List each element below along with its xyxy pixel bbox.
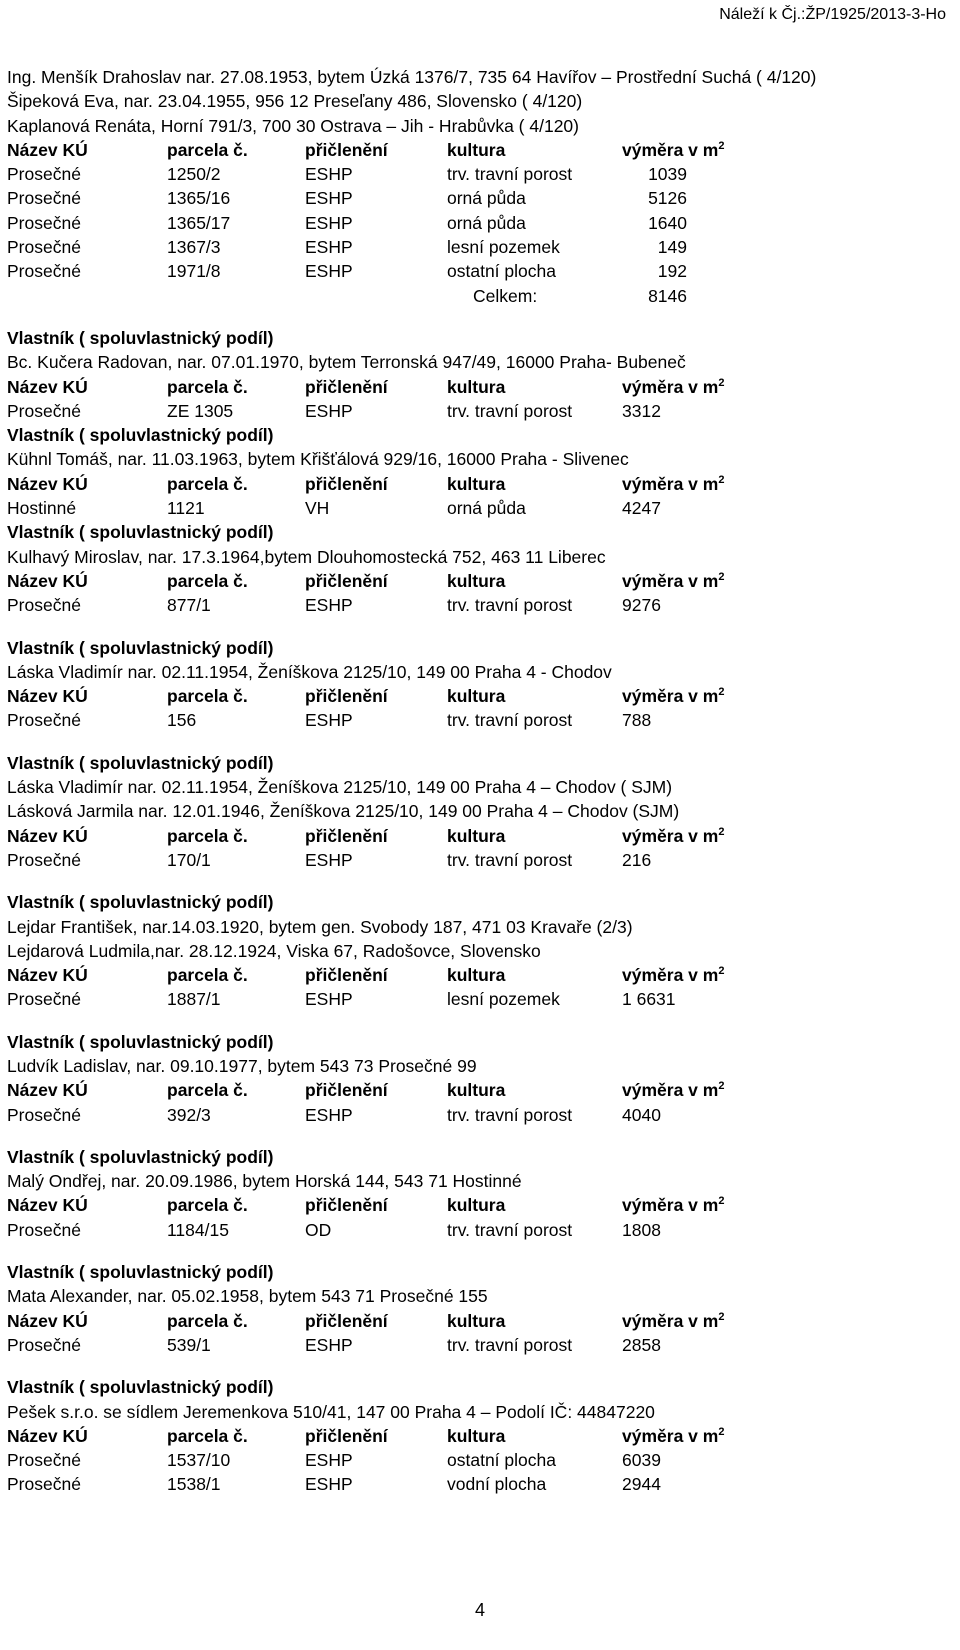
col-header-vymera-label: výměra v m [622,686,719,707]
parcel-vymera: 4040 [622,1104,661,1125]
owner-line: Láska Vladimír nar. 02.11.1954, Ženíškova 2125/10, 149 00 Praha 4 - Chodov [7,661,612,682]
parcel-priclneni: ESHP [305,188,353,209]
parcel-number: 1887/1 [167,989,221,1010]
parcel-ku: Prosečné [7,212,81,233]
col-header-ku: Název KÚ [7,1195,88,1216]
parcel-priclneni: ESHP [305,989,353,1010]
parcel-vymera: 3312 [622,400,661,421]
owner-line: Ing. Menšík Drahoslav nar. 27.08.1953, bytem Úzká 1376/7, 735 64 Havířov – Prostřední Suchá ( 4/120) [7,67,817,87]
owner-label: Vlastník ( spoluvlastnický podíl) [7,1262,274,1283]
owner-line: Šipeková Eva, nar. 23.04.1955, 956 12 Preseľany 486, Slovensko ( 4/120) [7,91,583,112]
owner-line: Lásková Jarmila nar. 12.01.1946, Ženíškova 2125/10, 149 00 Praha 4 – Chodov (SJM) [7,801,680,822]
col-header-vymera-label: výměra v m [622,1310,719,1331]
col-header-vymera [622,1078,724,1102]
col-header-parcela: parcela č. [167,570,248,591]
col-header-ku: Název KÚ [7,139,88,160]
col-header-vymera [622,569,724,593]
col-header-kultura: kultura [447,965,506,986]
col-header-ku: Název KÚ [7,1310,88,1331]
parcel-vymera: 5126 [648,188,687,209]
parcel-ku: Prosečné [7,261,81,282]
column-header-row [7,1193,947,1217]
parcel-vymera: 788 [622,710,652,731]
page-number: 4 [474,1600,485,1620]
col-header-vymera-superscript: 2 [718,825,725,838]
col-header-vymera-label: výměra v m [622,1425,719,1446]
col-header-priclneni: přičlenění [305,570,388,591]
parcel-row [7,1103,947,1127]
owner-label: Vlastník ( spoluvlastnický podíl) [7,425,274,446]
col-header-parcela: parcela č. [167,1310,248,1331]
parcel-ku: Prosečné [7,237,81,258]
col-header-kultura: kultura [447,1425,506,1446]
owner-line: Mata Alexander, nar. 05.02.1958, bytem 543 71 Prosečné 155 [7,1286,488,1307]
col-header-priclneni: přičlenění [305,1425,388,1446]
spacer [7,1242,947,1260]
col-header-vymera-label: výměra v m [622,1080,719,1101]
col-header-vymera-superscript: 2 [718,139,725,152]
col-header-ku: Název KÚ [7,965,88,986]
parcel-ku: Prosečné [7,1334,81,1355]
parcel-row [7,848,947,872]
parcel-row [7,987,947,1011]
column-header-row [7,472,947,496]
owner-line: Lejdarová Ludmila,nar. 28.12.1924, Viska 67, Radošovce, Slovensko [7,940,541,961]
col-header-vymera-label: výměra v m [622,570,719,591]
owner-line: Ludvík Ladislav, nar. 09.10.1977, bytem 543 73 Prosečné 99 [7,1055,477,1076]
parcel-vymera: 2944 [622,1474,661,1495]
parcel-number: 1537/10 [167,1450,231,1471]
col-header-ku: Název KÚ [7,686,88,707]
parcel-row [7,186,947,210]
col-header-priclneni: přičlenění [305,1080,388,1101]
col-header-priclneni: přičlenění [305,1310,388,1331]
parcel-number: ZE 1305 [167,400,234,421]
col-header-vymera [622,472,724,496]
col-header-priclneni: přičlenění [305,473,388,494]
col-header-parcela: parcela č. [167,686,248,707]
parcel-number: 156 [167,710,197,731]
parcel-vymera: 9276 [622,595,661,616]
parcel-row [7,708,947,732]
parcel-ku: Prosečné [7,1450,81,1471]
parcel-number: 170/1 [167,849,211,870]
spacer [7,1127,947,1145]
col-header-vymera-superscript: 2 [718,570,725,583]
parcel-kultura: trv. travní porost [447,1104,573,1125]
parcel-kultura: trv. travní porost [447,710,573,731]
parcel-priclneni: ESHP [305,164,353,185]
col-header-vymera [622,1309,724,1333]
spacer [7,308,947,326]
column-header-row [7,824,947,848]
parcel-ku: Prosečné [7,1219,81,1240]
col-header-kultura: kultura [447,376,506,397]
spacer [7,1012,947,1030]
parcel-row [7,259,947,283]
col-header-ku: Název KÚ [7,1080,88,1101]
parcel-priclneni: ESHP [305,1474,353,1495]
parcel-priclneni: ESHP [305,261,353,282]
parcel-priclneni: ESHP [305,849,353,870]
col-header-vymera-superscript: 2 [718,965,725,978]
col-header-vymera [622,824,724,848]
parcel-kultura: ostatní plocha [447,261,556,282]
owner-line: Lejdar František, nar.14.03.1920, bytem gen. Svobody 187, 471 03 Kravaře (2/3) [7,916,633,937]
owner-label: Vlastník ( spoluvlastnický podíl) [7,1031,274,1052]
col-header-vymera-superscript: 2 [718,1425,725,1438]
col-header-vymera-superscript: 2 [718,376,725,389]
parcel-kultura: trv. travní porost [447,1219,573,1240]
column-header-row [7,138,947,162]
parcel-ku: Prosečné [7,1104,81,1125]
col-header-kultura: kultura [447,1080,506,1101]
parcel-ku: Prosečné [7,710,81,731]
parcel-row [7,162,947,186]
spacer [7,872,947,890]
total-row [7,284,947,308]
col-header-kultura: kultura [447,139,506,160]
parcel-ku: Hostinné [7,498,77,519]
col-header-parcela: parcela č. [167,1195,248,1216]
col-header-ku: Název KÚ [7,1425,88,1446]
col-header-parcela: parcela č. [167,1425,248,1446]
col-header-vymera-label: výměra v m [622,825,719,846]
parcel-number: 877/1 [167,595,211,616]
col-header-parcela: parcela č. [167,1080,248,1101]
col-header-parcela: parcela č. [167,473,248,494]
owner-line: Láska Vladimír nar. 02.11.1954, Ženíškova 2125/10, 149 00 Praha 4 – Chodov ( SJM) [7,777,673,798]
column-header-row [7,1078,947,1102]
col-header-vymera-label: výměra v m [622,139,719,160]
col-header-priclneni: přičlenění [305,376,388,397]
parcel-kultura: trv. travní porost [447,595,573,616]
parcel-number: 1365/17 [167,212,231,233]
parcel-vymera: 4247 [622,498,661,519]
parcel-row [7,211,947,235]
col-header-ku: Název KÚ [7,825,88,846]
parcel-vymera: 1808 [622,1219,661,1240]
owner-label: Vlastník ( spoluvlastnický podíl) [7,522,274,543]
col-header-ku: Název KÚ [7,473,88,494]
col-header-kultura: kultura [447,1195,506,1216]
owner-label: Vlastník ( spoluvlastnický podíl) [7,752,274,773]
column-header-row [7,569,947,593]
parcel-number: 1538/1 [167,1474,221,1495]
parcel-ku: Prosečné [7,400,81,421]
col-header-vymera [622,1424,724,1448]
parcel-kultura: trv. travní porost [447,849,573,870]
col-header-priclneni: přičlenění [305,1195,388,1216]
parcel-priclneni: ESHP [305,595,353,616]
parcel-vymera: 216 [622,849,652,870]
col-header-vymera-label: výměra v m [622,376,719,397]
owner-line: Bc. Kučera Radovan, nar. 07.01.1970, bytem Terronská 947/49, 16000 Praha- Bubeneč [7,352,686,373]
parcel-kultura: trv. travní porost [447,1334,573,1355]
parcel-number: 392/3 [167,1104,211,1125]
spacer [7,733,947,751]
col-header-vymera [622,684,724,708]
col-header-kultura: kultura [447,570,506,591]
owner-line: Kaplanová Renáta, Horní 791/3, 700 30 Ostrava – Jih - Hrabůvka ( 4/120) [7,115,579,136]
parcel-row [7,399,947,423]
col-header-vymera-superscript: 2 [718,1080,725,1093]
parcel-kultura: vodní plocha [447,1474,547,1495]
parcel-number: 1367/3 [167,237,221,258]
parcel-number: 539/1 [167,1334,211,1355]
parcel-kultura: orná půda [447,498,526,519]
owner-label: Vlastník ( spoluvlastnický podíl) [7,327,274,348]
col-header-vymera-superscript: 2 [718,1310,725,1323]
parcel-row [7,1472,947,1496]
parcel-row [7,1333,947,1357]
parcel-kultura: lesní pozemek [447,237,560,258]
total-label: Celkem: [473,285,538,306]
parcel-number: 1971/8 [167,261,221,282]
parcel-kultura: trv. travní porost [447,164,573,185]
parcel-row [7,593,947,617]
parcel-row [7,1218,947,1242]
col-header-vymera-superscript: 2 [718,686,725,699]
parcel-priclneni: OD [305,1219,332,1240]
owner-label: Vlastník ( spoluvlastnický podíl) [7,1377,274,1398]
parcel-vymera: 1640 [648,212,687,233]
parcel-kultura: ostatní plocha [447,1450,556,1471]
parcel-vymera: 2858 [622,1334,661,1355]
owner-label: Vlastník ( spoluvlastnický podíl) [7,1146,274,1167]
col-header-vymera-label: výměra v m [622,1195,719,1216]
parcel-ku: Prosečné [7,595,81,616]
col-header-vymera [622,963,724,987]
col-header-vymera [622,138,724,162]
col-header-ku: Název KÚ [7,570,88,591]
owner-line: Malý Ondřej, nar. 20.09.1986, bytem Horská 144, 543 71 Hostinné [7,1171,522,1192]
parcel-number: 1250/2 [167,164,221,185]
col-header-vymera-superscript: 2 [718,473,725,486]
col-header-priclneni: přičlenění [305,686,388,707]
parcel-vymera: 1 6631 [622,989,676,1010]
column-header-row [7,963,947,987]
parcel-priclneni: ESHP [305,1450,353,1471]
parcel-kultura: trv. travní porost [447,400,573,421]
owner-line: Pešek s.r.o. se sídlem Jeremenkova 510/41, 147 00 Praha 4 – Podolí IČ: 44847220 [7,1401,655,1422]
owner-label: Vlastník ( spoluvlastnický podíl) [7,637,274,658]
owner-line: Kühnl Tomáš, nar. 11.03.1963, bytem Křišťálová 929/16, 16000 Praha - Slivenec [7,449,629,470]
col-header-vymera [622,1193,724,1217]
parcel-ku: Prosečné [7,849,81,870]
parcel-ku: Prosečné [7,164,81,185]
parcel-ku: Prosečné [7,188,81,209]
total-value: 8146 [648,285,687,306]
col-header-kultura: kultura [447,1310,506,1331]
document-body [7,65,947,1497]
document-reference-header: Náleží k Čj.:ŽP/1925/2013-3-Ho [719,6,946,23]
parcel-priclneni: ESHP [305,237,353,258]
spacer [7,1357,947,1375]
parcel-ku: Prosečné [7,989,81,1010]
parcel-priclneni: ESHP [305,400,353,421]
parcel-priclneni: ESHP [305,212,353,233]
parcel-row [7,235,947,259]
col-header-priclneni: přičlenění [305,825,388,846]
parcel-row [7,496,947,520]
parcel-kultura: orná půda [447,188,526,209]
parcel-vymera: 6039 [622,1450,661,1471]
col-header-parcela: parcela č. [167,825,248,846]
parcel-vymera: 1039 [648,164,687,185]
col-header-vymera-label: výměra v m [622,965,719,986]
col-header-vymera-label: výměra v m [622,473,719,494]
col-header-parcela: parcela č. [167,139,248,160]
parcel-priclneni: ESHP [305,1104,353,1125]
parcel-vymera: 149 [657,237,687,258]
parcel-priclneni: ESHP [305,1334,353,1355]
parcel-kultura: lesní pozemek [447,989,560,1010]
col-header-kultura: kultura [447,473,506,494]
col-header-priclneni: přičlenění [305,965,388,986]
col-header-kultura: kultura [447,686,506,707]
col-header-kultura: kultura [447,825,506,846]
column-header-row [7,1424,947,1448]
column-header-row [7,375,947,399]
col-header-parcela: parcela č. [167,376,248,397]
parcel-number: 1121 [167,498,205,519]
parcel-vymera: 192 [657,261,687,282]
parcel-number: 1184/15 [167,1219,229,1240]
parcel-ku: Prosečné [7,1474,81,1495]
col-header-priclneni: přičlenění [305,139,388,160]
parcel-number: 1365/16 [167,188,231,209]
spacer [7,618,947,636]
parcel-row [7,1448,947,1472]
parcel-kultura: orná půda [447,212,526,233]
owner-label: Vlastník ( spoluvlastnický podíl) [7,892,274,913]
col-header-ku: Název KÚ [7,376,88,397]
parcel-priclneni: ESHP [305,710,353,731]
col-header-vymera-superscript: 2 [718,1195,725,1208]
parcel-priclneni: VH [305,498,330,519]
col-header-parcela: parcela č. [167,965,248,986]
col-header-vymera [622,375,724,399]
column-header-row [7,1309,947,1333]
owner-line: Kulhavý Miroslav, nar. 17.3.1964,bytem Dlouhomostecká 752, 463 11 Liberec [7,546,606,567]
column-header-row [7,684,947,708]
